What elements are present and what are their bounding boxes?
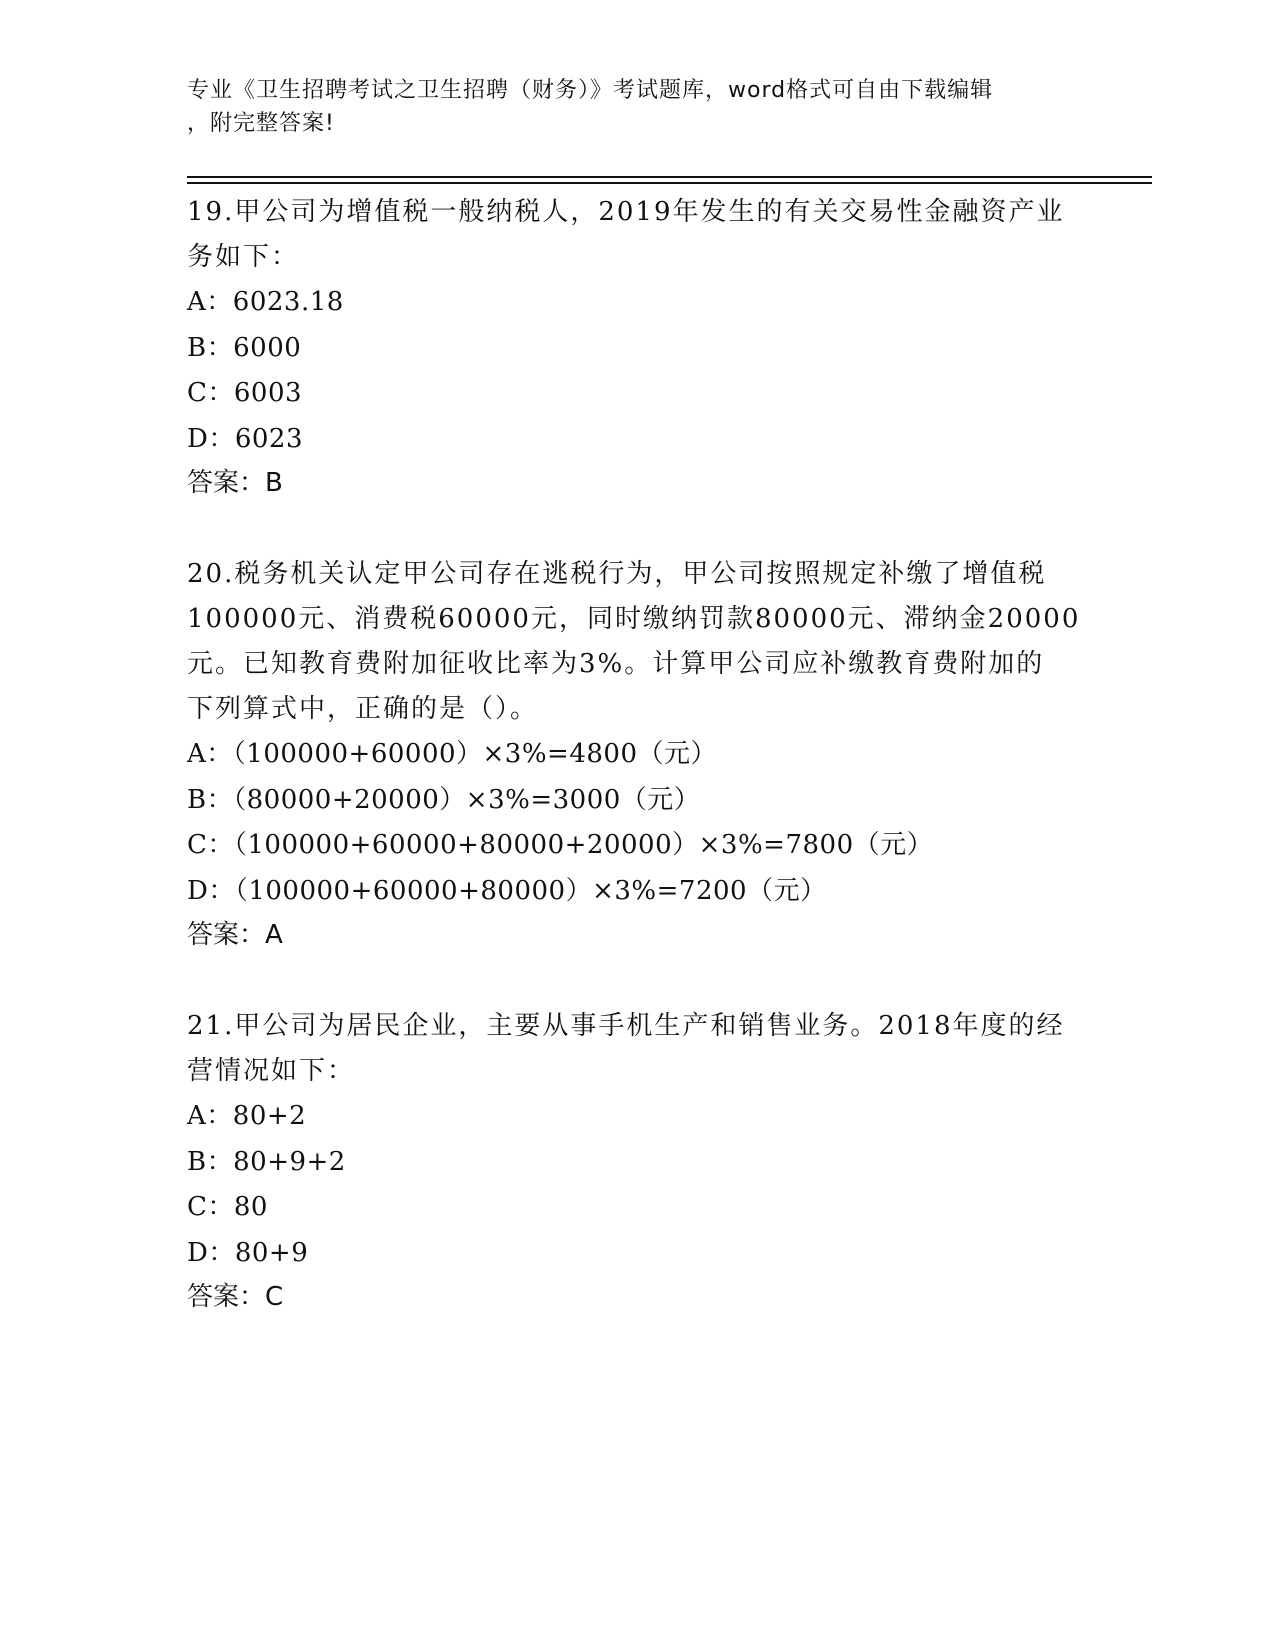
option-b: B：（80000+20000）×3%=3000（元） bbox=[187, 784, 701, 815]
question-stem bbox=[187, 190, 1087, 280]
question-list bbox=[187, 190, 1087, 1366]
option-a: A：（100000+60000）×3%=4800（元） bbox=[187, 739, 718, 769]
stem-line: 下列算式中，正确的是（）。 bbox=[187, 694, 539, 724]
header-divider-top bbox=[187, 176, 1152, 178]
question-21 bbox=[187, 1004, 1087, 1318]
question-19 bbox=[187, 190, 1087, 504]
option-c: C：80 bbox=[187, 1192, 268, 1222]
header-line-1: 专业《卫生招聘考试之卫生招聘（财务）》考试题库，word格式可自由下载编辑 bbox=[187, 78, 994, 103]
stem-line: 20.税务机关认定甲公司存在逃税行为，甲公司按照规定补缴了增值税 bbox=[187, 559, 1047, 589]
question-20 bbox=[187, 552, 1087, 956]
stem-line: 元。已知教育费附加征收比率为3%。计算甲公司应补缴教育费附加的 bbox=[187, 649, 1045, 679]
option-a: A：80+2 bbox=[187, 1101, 307, 1131]
stem-line: 21.甲公司为居民企业，主要从事手机生产和销售业务。2018年度的经 bbox=[187, 1011, 1065, 1041]
answer-line: 答案：B bbox=[187, 468, 283, 498]
stem-line: 19.甲公司为增值税一般纳税人，2019年发生的有关交易性金融资产业 bbox=[187, 197, 1065, 227]
option-d: D：80+9 bbox=[187, 1237, 309, 1268]
option-a: A：6023.18 bbox=[187, 287, 344, 317]
option-c: C：（100000+60000+80000+20000）×3%=7800（元） bbox=[187, 830, 934, 860]
header-divider-bottom bbox=[187, 182, 1152, 184]
stem-line: 营情况如下： bbox=[187, 1056, 356, 1086]
option-d: D：（100000+60000+80000）×3%=7200（元） bbox=[187, 875, 827, 906]
document-header bbox=[187, 74, 1067, 140]
option-b: B：6000 bbox=[187, 332, 302, 363]
question-stem bbox=[187, 552, 1087, 732]
answer-line: 答案：C bbox=[187, 1282, 284, 1312]
option-c: C：6003 bbox=[187, 378, 303, 408]
option-b: B：80+9+2 bbox=[187, 1146, 346, 1177]
header-line-2: ，附完整答案! bbox=[187, 111, 335, 136]
stem-line: 务如下： bbox=[187, 242, 300, 272]
answer-line: 答案：A bbox=[187, 920, 283, 950]
stem-line: 100000元、消费税60000元，同时缴纳罚款80000元、滞纳金20000 bbox=[187, 604, 1081, 634]
option-d: D：6023 bbox=[187, 423, 304, 454]
question-stem bbox=[187, 1004, 1087, 1094]
